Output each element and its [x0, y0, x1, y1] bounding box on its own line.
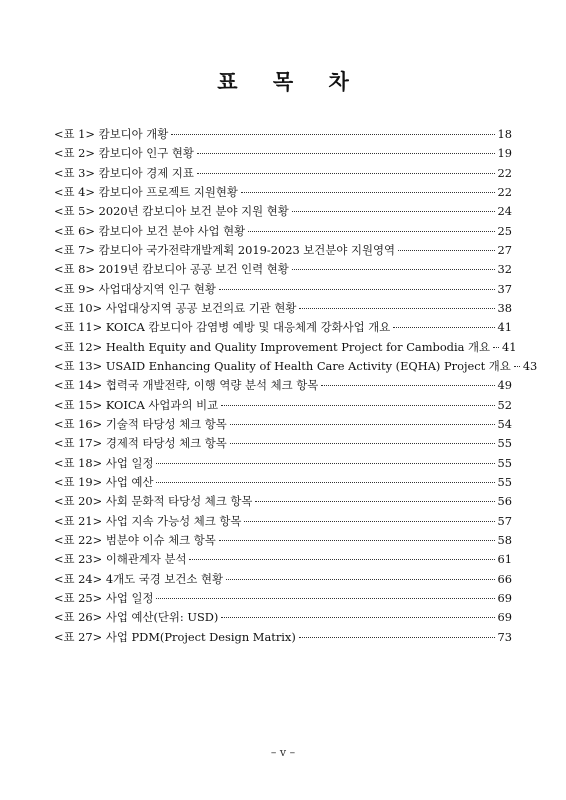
toc-entry-page-number: 69 [497, 590, 512, 605]
toc-entry-label: <표 27> 사업 PDM(Project Design Matrix) [54, 629, 296, 644]
dot-leader [292, 269, 495, 270]
toc-entry-label: <표 8> 2019년 캄보디아 공공 보건 인력 현황 [54, 262, 289, 277]
toc-entry[interactable] [54, 299, 512, 318]
dot-leader [244, 521, 494, 522]
dot-leader [221, 405, 494, 406]
toc-entry[interactable] [54, 183, 512, 202]
toc-entry-page-number: 61 [497, 552, 512, 567]
toc-entry[interactable] [54, 280, 512, 299]
dot-leader [255, 501, 494, 502]
toc-entry[interactable] [54, 222, 512, 241]
page-number-footer: – v – [270, 746, 296, 759]
dot-leader [493, 347, 499, 348]
toc-entry-page-number: 69 [497, 610, 512, 625]
toc-entry-label: <표 7> 캄보디아 국가전략개발계획 2019-2023 보건분야 지원영역 [54, 242, 395, 257]
toc-entry-label: <표 24> 4개도 국경 보건소 현황 [54, 571, 223, 586]
toc-entry[interactable] [54, 260, 512, 279]
toc-entry[interactable] [54, 164, 512, 183]
toc-entry[interactable] [54, 396, 512, 415]
toc-entry-label: <표 13> USAID Enhancing Quality of Health Care Activity (EQHA) Project 개요 [54, 358, 511, 373]
toc-entry-page-number: 19 [497, 146, 512, 161]
dot-leader [171, 134, 494, 135]
toc-entry-label: <표 14> 협력국 개발전략, 이행 역량 분석 체크 항목 [54, 378, 319, 393]
toc-entry[interactable] [54, 492, 512, 511]
toc-entry-page-number: 41 [502, 339, 517, 354]
dot-leader [241, 192, 495, 193]
dot-leader [514, 366, 520, 367]
toc-entry[interactable] [54, 473, 512, 492]
toc-entry-label: <표 26> 사업 예산(단위: USD) [54, 610, 219, 625]
toc-entry-label: <표 15> KOICA 사업과의 비교 [54, 397, 219, 412]
toc-entry[interactable] [54, 550, 512, 569]
toc-entry-label: <표 23> 이해관계자 분석 [54, 552, 187, 567]
toc-entry-page-number: 22 [497, 165, 512, 180]
toc-entry-page-number: 38 [497, 300, 512, 315]
page-title: 표 목 차 [217, 70, 363, 94]
dot-leader [156, 463, 494, 464]
toc-entry[interactable] [54, 415, 512, 434]
toc-entry-label: <표 2> 캄보디아 인구 현황 [54, 146, 194, 161]
toc-entry[interactable] [54, 338, 517, 357]
toc-entry-page-number: 22 [497, 184, 512, 199]
toc-entry-page-number: 56 [497, 494, 512, 509]
dot-leader [398, 250, 495, 251]
toc-entry[interactable] [54, 125, 512, 144]
toc-entry[interactable] [54, 608, 512, 627]
dot-leader [197, 173, 495, 174]
toc-entry-label: <표 12> Health Equity and Quality Improvement Project for Cambodia 개요 [54, 339, 491, 354]
toc-entry-label: <표 5> 2020년 캄보디아 보건 분야 지원 현황 [54, 204, 289, 219]
toc-entry[interactable] [54, 318, 512, 337]
dot-leader [292, 211, 495, 212]
dot-leader [189, 559, 494, 560]
toc-entry[interactable] [54, 512, 512, 531]
dot-leader [321, 385, 494, 386]
toc-entry-page-number: 25 [497, 223, 512, 238]
toc-entry[interactable] [54, 628, 512, 647]
toc-entry-page-number: 66 [497, 571, 512, 586]
dot-leader [197, 153, 495, 154]
toc-entry-page-number: 58 [497, 532, 512, 547]
toc-entry[interactable] [54, 202, 512, 221]
toc-entry-label: <표 22> 범분야 이슈 체크 항목 [54, 532, 216, 547]
toc-entry-label: <표 21> 사업 지속 가능성 체크 항목 [54, 513, 242, 528]
toc-entry-page-number: 27 [497, 242, 512, 257]
toc-entry-page-number: 32 [497, 262, 512, 277]
toc-entry-page-number: 73 [497, 629, 512, 644]
toc-entry[interactable] [54, 454, 512, 473]
dot-leader [226, 579, 495, 580]
toc-entry-label: <표 19> 사업 예산 [54, 474, 154, 489]
toc-entry-label: <표 4> 캄보디아 프로젝트 지원현황 [54, 184, 238, 199]
toc-entry-label: <표 16> 기술적 타당성 체크 항목 [54, 416, 227, 431]
toc-entry-page-number: 24 [497, 204, 512, 219]
toc-entry-label: <표 3> 캄보디아 경제 지표 [54, 165, 194, 180]
toc-entry-label: <표 1> 캄보디아 개황 [54, 127, 169, 141]
toc-entry-label: <표 6> 캄보디아 보건 분야 사업 현황 [54, 223, 246, 238]
toc-entry-page-number: 49 [497, 378, 512, 393]
toc-entry[interactable] [54, 570, 512, 589]
dot-leader [248, 231, 494, 232]
toc-entry-page-number: 55 [497, 455, 512, 470]
toc-entry[interactable] [54, 357, 538, 376]
dot-leader [299, 637, 495, 638]
toc-entry-page-number: 18 [497, 127, 512, 141]
toc-entry-page-number: 37 [497, 281, 512, 296]
toc-entry-page-number: 41 [497, 320, 512, 335]
toc-entry-label: <표 11> KOICA 캄보디아 감염병 예방 및 대응체계 강화사업 개요 [54, 320, 391, 335]
toc-entry-page-number: 54 [497, 416, 512, 431]
table-of-contents [54, 125, 538, 647]
toc-entry[interactable] [54, 434, 512, 453]
toc-entry-label: <표 10> 사업대상지역 공공 보건의료 기관 현황 [54, 300, 297, 315]
toc-entry[interactable] [54, 144, 512, 163]
dot-leader [299, 308, 494, 309]
dot-leader [219, 289, 495, 290]
toc-entry-label: <표 17> 경제적 타당성 체크 항목 [54, 436, 227, 451]
toc-entry[interactable] [54, 241, 512, 260]
toc-entry-page-number: 43 [522, 358, 538, 373]
toc-entry-label: <표 25> 사업 일정 [54, 590, 154, 605]
dot-leader [156, 598, 494, 599]
toc-entry[interactable] [54, 531, 512, 550]
dot-leader [156, 482, 494, 483]
dot-leader [230, 443, 495, 444]
toc-entry-page-number: 55 [497, 436, 512, 451]
toc-entry-page-number: 55 [497, 474, 512, 489]
toc-entry-label: <표 9> 사업대상지역 인구 현황 [54, 281, 216, 296]
dot-leader [219, 540, 495, 541]
toc-entry[interactable] [54, 589, 512, 608]
toc-entry-label: <표 18> 사업 일정 [54, 455, 154, 470]
dot-leader [393, 327, 494, 328]
toc-entry-label: <표 20> 사회 문화적 타당성 체크 항목 [54, 494, 253, 509]
toc-entry-page-number: 57 [497, 513, 512, 528]
toc-entry[interactable] [54, 376, 512, 395]
dot-leader [221, 617, 494, 618]
dot-leader [230, 424, 495, 425]
toc-entry-page-number: 52 [497, 397, 512, 412]
